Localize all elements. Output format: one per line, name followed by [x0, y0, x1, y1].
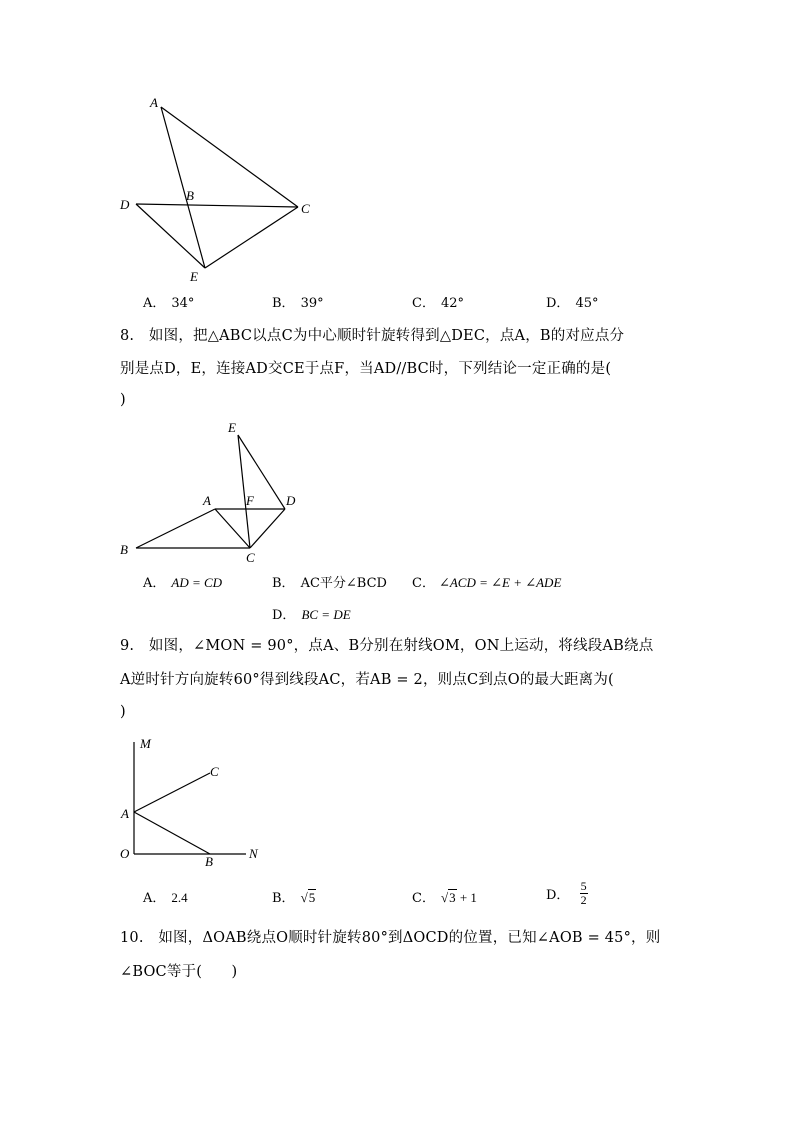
label-b: B: [120, 542, 128, 557]
option-letter: D．: [272, 608, 296, 623]
option-letter: A．: [143, 576, 166, 591]
option-fraction: $\frac{5}{2}$: [580, 879, 587, 907]
option-letter: A．: [143, 891, 166, 906]
label-c: C: [301, 201, 310, 216]
q7-option-d[interactable]: [546, 292, 598, 311]
option-letter: B．: [272, 891, 295, 906]
q8-line-2: 别是点D，E，连接AD交CE于点F，当AD//BC时，下列结论一定正确的是(: [120, 361, 612, 377]
option-letter: B．: [272, 576, 295, 591]
q8-option-b[interactable]: [272, 572, 387, 591]
label-c: C: [210, 764, 219, 779]
option-text: 2.4: [171, 890, 188, 905]
q9-option-b[interactable]: [272, 887, 316, 906]
figure-q7: [110, 90, 330, 290]
label-b: B: [205, 854, 213, 869]
option-text: 42°: [440, 296, 464, 311]
label-b: B: [186, 188, 194, 203]
option-letter: A．: [143, 296, 166, 311]
label-c: C: [246, 550, 255, 565]
label-n: N: [249, 846, 258, 861]
label-a: A: [150, 95, 158, 110]
label-a: A: [121, 806, 129, 821]
q7-option-b[interactable]: [272, 292, 324, 311]
option-text: √3 + 1: [440, 890, 477, 905]
segment-ac: [134, 773, 210, 812]
option-text: BC = DE: [301, 607, 351, 622]
q7-option-a[interactable]: [143, 292, 194, 311]
segment-ae: [161, 107, 205, 268]
q8-option-c[interactable]: [412, 572, 561, 591]
segment-ab: [134, 812, 210, 854]
q9-option-d[interactable]: [546, 880, 588, 907]
segment-ac: [161, 107, 298, 207]
option-text: 45°: [575, 296, 599, 311]
label-f: F: [246, 493, 254, 508]
q9-line-3: ): [120, 704, 126, 720]
segment-ba: [136, 509, 215, 548]
q10-line-2: ∠BOC等于( ): [120, 964, 238, 980]
q8-option-d[interactable]: [272, 604, 351, 623]
label-a: A: [203, 493, 211, 508]
option-text: 39°: [300, 296, 324, 311]
figure-q9: [110, 730, 280, 870]
option-letter: D．: [546, 296, 570, 311]
q9-option-c[interactable]: [412, 887, 477, 906]
option-letter: C．: [412, 891, 435, 906]
option-text: AC平分∠BCD: [300, 576, 387, 591]
label-o: O: [120, 846, 130, 861]
option-text: 34°: [171, 296, 195, 311]
label-e: E: [190, 269, 198, 284]
label-d: D: [286, 493, 296, 508]
option-letter: D．: [546, 888, 570, 903]
q9-option-a[interactable]: [143, 887, 188, 906]
option-text: √5: [300, 890, 316, 905]
q8-line-3: ): [120, 392, 126, 408]
q7-option-c[interactable]: [412, 292, 464, 311]
option-text: AD = CD: [171, 575, 223, 590]
option-letter: C．: [412, 296, 435, 311]
q9-line-1: 9. 如图，∠MON = 90°，点A、B分别在射线OM，ON上运动，将线段AB绕点: [120, 638, 654, 654]
q9-line-2: A逆时针方向旋转60°得到线段AC，若AB = 2，则点C到点O的最大距离为(: [120, 672, 614, 688]
option-letter: C．: [412, 576, 435, 591]
option-letter: B．: [272, 296, 295, 311]
segment-dc: [250, 509, 285, 548]
label-e: E: [228, 420, 236, 435]
label-m: M: [140, 736, 151, 751]
segment-dc: [136, 204, 298, 207]
segment-ec: [205, 207, 298, 268]
label-d: D: [120, 197, 130, 212]
figure-q8: [110, 415, 310, 575]
q8-line-1: 8. 如图，把△ABC以点C为中心顺时针旋转得到△DEC，点A，B的对应点分: [120, 328, 625, 344]
segment-de: [136, 204, 205, 268]
option-text: ∠ACD = ∠E + ∠ADE: [438, 575, 562, 590]
q8-option-a[interactable]: [143, 572, 222, 591]
segment-ac: [215, 509, 250, 548]
q10-line-1: 10. 如图，ΔOAB绕点O顺时针旋转80°到ΔOCD的位置，已知∠AOB = 45°，则: [120, 930, 661, 946]
